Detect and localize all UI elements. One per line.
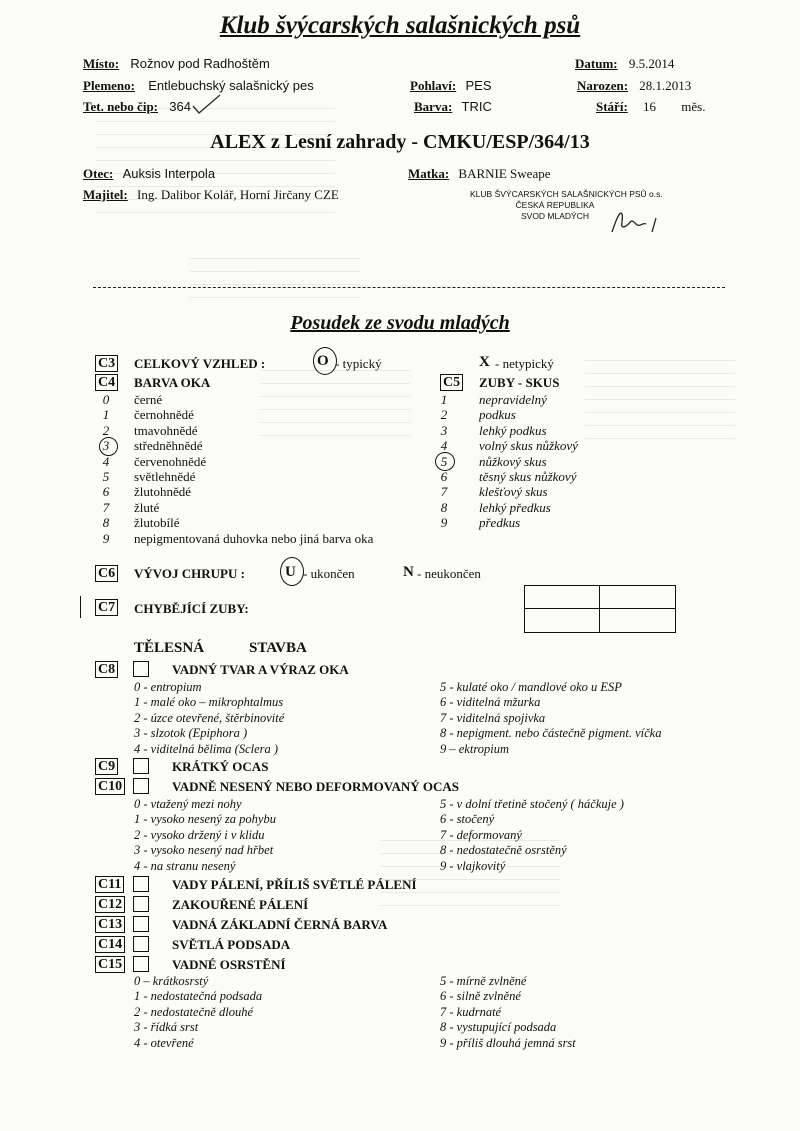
body-heading-left: TĚLESNÁ bbox=[134, 640, 205, 656]
pohlavi-row bbox=[410, 78, 492, 94]
c15-option[interactable]: 7 - kudrnaté bbox=[440, 1004, 502, 1019]
c8-option[interactable]: 4 - viditelná bělima (Sclera ) bbox=[134, 741, 279, 756]
c12-checkbox[interactable] bbox=[133, 896, 149, 912]
code-c7: C7 bbox=[95, 599, 118, 616]
tet-row bbox=[83, 99, 191, 115]
code-c14: C14 bbox=[95, 936, 125, 953]
c13-label: VADNÁ ZÁKLADNÍ ČERNÁ BARVA bbox=[172, 917, 388, 932]
c5-label: ZUBY - SKUS bbox=[479, 375, 560, 390]
c5-option-num[interactable]: 7 bbox=[440, 484, 448, 500]
dashed-separator bbox=[93, 287, 725, 288]
code-c8: C8 bbox=[95, 661, 118, 678]
c3-option-typical-label: - typický bbox=[335, 356, 382, 371]
misto-row bbox=[83, 56, 270, 72]
c4-option-text: nepigmentovaná duhovka nebo jiná barva oka bbox=[134, 530, 374, 546]
c4-option-num[interactable]: 4 bbox=[102, 453, 110, 469]
c3-label: CELKOVÝ VZHLED : bbox=[134, 356, 266, 371]
c5-option-num[interactable]: 3 bbox=[440, 422, 448, 438]
c4-option-num[interactable]: 7 bbox=[102, 499, 110, 515]
pohlavi-label: Pohlaví: bbox=[410, 78, 457, 93]
c5-option-text: předkus bbox=[479, 515, 521, 531]
c10-option[interactable]: 2 - vysoko držený i v klidu bbox=[134, 827, 265, 842]
c15-option[interactable]: 2 - nedostatečně dlouhé bbox=[134, 1004, 254, 1019]
c6-label: VÝVOJ CHRUPU : bbox=[134, 566, 245, 581]
stamp-line-2: ČESKÁ REPUBLIKA bbox=[515, 200, 595, 210]
misto-value: Rožnov pod Radhoštěm bbox=[130, 56, 270, 71]
c15-option[interactable]: 8 - vystupující podsada bbox=[440, 1020, 557, 1035]
c10-option[interactable]: 7 - deformovaný bbox=[440, 827, 522, 842]
c4-option-num[interactable]: 6 bbox=[102, 484, 110, 500]
stari-row bbox=[596, 99, 705, 115]
stari-value: 16 bbox=[643, 99, 657, 114]
barva-label: Barva: bbox=[414, 99, 453, 114]
c13-checkbox[interactable] bbox=[133, 916, 149, 932]
c14-checkbox[interactable] bbox=[133, 936, 149, 952]
c4-option-num[interactable]: 3 bbox=[102, 438, 110, 454]
c5-option-num[interactable]: 2 bbox=[440, 407, 448, 423]
c3-option-atypical-label: - netypický bbox=[495, 356, 554, 371]
checkmark-icon bbox=[190, 92, 222, 116]
c5-option-num[interactable]: 4 bbox=[440, 438, 448, 454]
c10-label: VADNĚ NESENÝ NEBO DEFORMOVANÝ OCAS bbox=[172, 779, 460, 794]
matka-row bbox=[408, 166, 551, 182]
narozen-label: Narozen: bbox=[577, 78, 629, 93]
c6-option-finished-mark[interactable]: U bbox=[285, 564, 296, 580]
c9-checkbox[interactable] bbox=[133, 758, 149, 774]
c10-option[interactable]: 6 - stočený bbox=[440, 812, 495, 827]
c8-option[interactable]: 9 – ektropium bbox=[440, 741, 509, 756]
otec-value: Auksis Interpola bbox=[122, 166, 216, 181]
otec-row bbox=[83, 166, 215, 182]
c9-label: KRÁTKÝ OCAS bbox=[172, 759, 269, 774]
misto-label: Místo: bbox=[83, 56, 120, 71]
c4-option-text: světlehnědé bbox=[134, 469, 196, 485]
body-heading-right: STAVBA bbox=[249, 640, 307, 656]
datum-label: Datum: bbox=[575, 56, 618, 71]
c14-label: SVĚTLÁ PODSADA bbox=[172, 937, 291, 952]
c10-checkbox[interactable] bbox=[133, 778, 149, 794]
c4-option-text: žlutohnědé bbox=[134, 484, 192, 500]
stari-unit: měs. bbox=[681, 99, 706, 114]
c8-option[interactable]: 6 - viditelná mžurka bbox=[440, 695, 541, 710]
c4-option-num[interactable]: 0 bbox=[102, 392, 110, 407]
majitel-value: Ing. Dalibor Kolář, Horní Jirčany CZE bbox=[137, 187, 339, 202]
c10-option[interactable]: 9 - vlajkovitý bbox=[440, 858, 506, 873]
c11-label: VADY PÁLENÍ, PŘÍLIŠ SVĚTLÉ PÁLENÍ bbox=[172, 877, 417, 892]
c5-option-text: lehký podkus bbox=[479, 422, 547, 438]
c15-option[interactable]: 5 - mírně zvlněné bbox=[440, 974, 527, 988]
dog-name: ALEX z Lesní zahrady - CMKU/ESP/364/13 bbox=[210, 131, 590, 153]
c5-option-num[interactable]: 5 bbox=[440, 453, 448, 469]
barva-row bbox=[414, 99, 492, 115]
c10-option[interactable]: 0 - vtažený mezi nohy bbox=[134, 797, 242, 811]
c8-option[interactable]: 7 - viditelná spojivka bbox=[440, 710, 546, 725]
code-c3: C3 bbox=[95, 355, 118, 372]
datum-value: 9.5.2014 bbox=[628, 56, 675, 71]
code-c11: C11 bbox=[95, 876, 124, 893]
c5-option-text: nůžkový skus bbox=[479, 453, 547, 469]
c10-option[interactable]: 8 - nedostatečně osrstěný bbox=[440, 843, 567, 858]
c8-option[interactable]: 1 - malé oko – mikrophtalmus bbox=[134, 695, 284, 710]
c5-option-text: volný skus nůžkový bbox=[479, 438, 578, 454]
c4-option-num[interactable]: 9 bbox=[102, 530, 110, 546]
c15-checkbox[interactable] bbox=[133, 956, 149, 972]
document-title: Klub švýcarských salašnických psů bbox=[219, 12, 581, 39]
c5-option-text: klešťový skus bbox=[479, 484, 548, 500]
c8-checkbox[interactable] bbox=[133, 661, 149, 677]
c5-option-num[interactable]: 8 bbox=[440, 499, 448, 515]
c4-option-text: středněhnědé bbox=[134, 438, 203, 454]
c5-option-text: lehký předkus bbox=[479, 499, 551, 515]
c12-label: ZAKOUŘENÉ PÁLENÍ bbox=[172, 897, 309, 912]
narozen-value: 28.1.2013 bbox=[639, 78, 692, 93]
otec-label: Otec: bbox=[83, 166, 114, 181]
c15-option[interactable]: 1 - nedostatečná podsada bbox=[134, 989, 263, 1004]
majitel-row bbox=[83, 187, 339, 203]
c6-option-unfinished-label: - neukončen bbox=[417, 566, 481, 581]
c15-options-left bbox=[134, 974, 262, 1051]
signature-icon bbox=[608, 206, 668, 238]
plemeno-label: Plemeno: bbox=[83, 78, 135, 93]
c10-option[interactable]: 5 - v dolní třetině stočený ( háčkuje ) bbox=[440, 797, 624, 811]
code-c12: C12 bbox=[95, 896, 125, 913]
code-c15: C15 bbox=[95, 956, 125, 973]
matka-value: BARNIE Sweape bbox=[458, 166, 551, 181]
c15-option[interactable]: 6 - silně zvlněné bbox=[440, 989, 521, 1004]
c15-option[interactable]: 9 - příliš dlouhá jemná srst bbox=[440, 1035, 576, 1050]
plemeno-value: Entlebuchský salašnický pes bbox=[148, 78, 314, 93]
c3-option-atypical-mark[interactable]: X bbox=[479, 354, 490, 370]
c4-option-text: černé bbox=[134, 392, 163, 407]
c4-option-text: žlutobílé bbox=[134, 515, 180, 531]
c8-label: VADNÝ TVAR A VÝRAZ OKA bbox=[172, 662, 349, 677]
c7-label: CHYBĚJÍCÍ ZUBY: bbox=[134, 601, 249, 616]
c5-option-num[interactable]: 6 bbox=[440, 469, 448, 485]
c8-option[interactable]: 8 - nepigment. nebo částečně pigment. víčka bbox=[440, 726, 662, 741]
c10-option[interactable]: 4 - na stranu nesený bbox=[134, 858, 236, 873]
c5-selected-circle bbox=[435, 452, 455, 471]
c10-option[interactable]: 1 - vysoko nesený za pohybu bbox=[134, 812, 276, 827]
margin-mark bbox=[80, 596, 81, 618]
pohlavi-value: PES bbox=[465, 78, 492, 93]
c4-option-text: červenohnědé bbox=[134, 453, 207, 469]
c15-option[interactable]: 4 - otevřené bbox=[134, 1035, 194, 1050]
missing-teeth-grid[interactable] bbox=[524, 585, 676, 633]
c15-options-right bbox=[440, 974, 576, 1051]
c10-options-right bbox=[440, 797, 624, 874]
c5-option-text: nepravidelný bbox=[479, 392, 547, 407]
c8-option[interactable]: 2 - úzce otevřené, štěrbinovité bbox=[134, 710, 285, 725]
code-c13: C13 bbox=[95, 916, 125, 933]
stamp-line-3: SVOD MLADÝCH bbox=[520, 211, 589, 221]
c6-option-finished-label: - ukončen bbox=[303, 566, 355, 581]
stari-label: Stáří: bbox=[596, 99, 628, 114]
c5-option-text: podkus bbox=[479, 407, 516, 423]
c10-option[interactable]: 3 - vysoko nesený nad hřbet bbox=[134, 843, 274, 858]
c15-label: VADNÉ OSRSTĚNÍ bbox=[172, 957, 286, 972]
c3-option-typical-mark[interactable]: O bbox=[317, 353, 329, 369]
code-c6: C6 bbox=[95, 565, 118, 582]
c4-option-num[interactable]: 1 bbox=[102, 407, 110, 423]
c4-option-text: tmavohnědé bbox=[134, 422, 198, 438]
c10-options-left bbox=[134, 797, 276, 874]
c5-option-num[interactable]: 1 bbox=[440, 392, 448, 407]
c8-option[interactable]: 3 - slzotok (Epiphora ) bbox=[134, 726, 248, 741]
narozen-row bbox=[577, 78, 691, 94]
c4-selected-circle bbox=[99, 437, 118, 456]
c15-option[interactable]: 0 – krátkosrstý bbox=[134, 974, 209, 988]
c4-option-num[interactable]: 8 bbox=[102, 515, 110, 531]
tet-label: Tet. nebo čip: bbox=[83, 99, 158, 114]
matka-label: Matka: bbox=[408, 166, 450, 181]
barva-value: TRIC bbox=[461, 99, 492, 114]
section-title: Posudek ze svodu mladých bbox=[290, 312, 510, 334]
c8-options-right bbox=[440, 680, 661, 757]
c4-option-num[interactable]: 5 bbox=[102, 469, 110, 485]
c15-option[interactable]: 3 - řídká srst bbox=[134, 1020, 199, 1035]
code-c10: C10 bbox=[95, 778, 125, 795]
majitel-label: Majitel: bbox=[83, 187, 128, 202]
c4-option-text: černohnědé bbox=[134, 407, 194, 423]
c8-option[interactable]: 0 - entropium bbox=[134, 680, 202, 694]
datum-row bbox=[575, 56, 674, 72]
tet-value: 364 bbox=[169, 99, 191, 114]
code-c4: C4 bbox=[95, 374, 118, 391]
code-c5: C5 bbox=[440, 374, 463, 391]
stamp-line-1: KLUB ŠVÝCARSKÝCH SALAŠNICKÝCH PSŮ o.s. bbox=[470, 189, 663, 199]
code-c9: C9 bbox=[95, 758, 118, 775]
c4-label: BARVA OKA bbox=[134, 375, 211, 390]
c4-option-text: žluté bbox=[134, 499, 160, 515]
c8-options-left bbox=[134, 680, 284, 757]
c11-checkbox[interactable] bbox=[133, 876, 149, 892]
c6-option-unfinished-mark[interactable]: N bbox=[403, 564, 414, 580]
c5-option-text: těsný skus nůžkový bbox=[479, 469, 577, 485]
c8-option[interactable]: 5 - kulaté oko / mandlové oko u ESP bbox=[440, 680, 622, 694]
c4-option-num[interactable]: 2 bbox=[102, 422, 110, 438]
c5-option-num[interactable]: 9 bbox=[440, 515, 448, 531]
